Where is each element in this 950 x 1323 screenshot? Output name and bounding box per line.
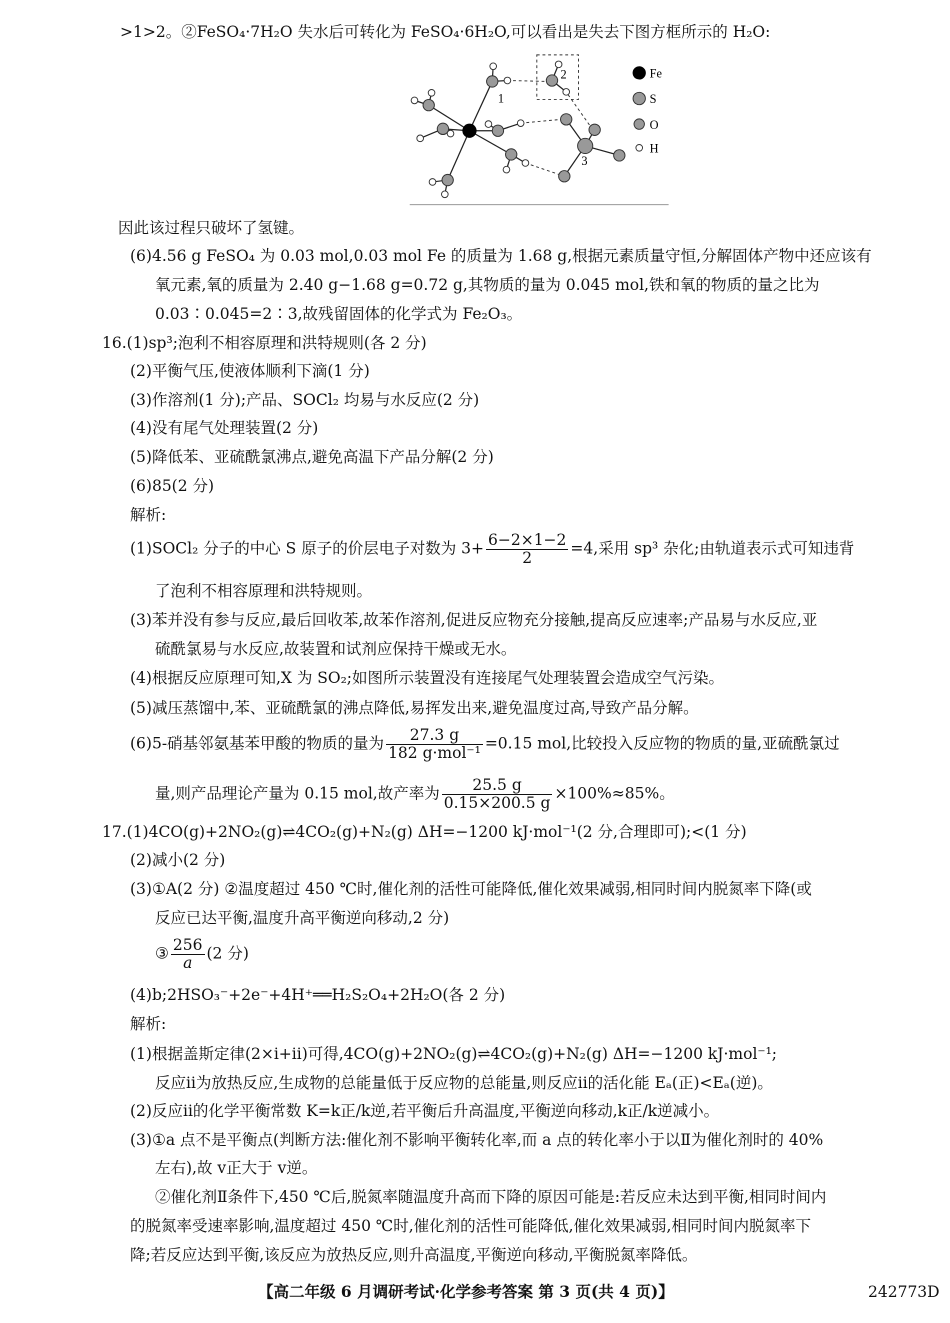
numerator: 25.5 g — [442, 777, 553, 795]
text: ③ — [155, 944, 169, 963]
text: =4,采用 sp³ 杂化;由轨道表示式可知违背 — [570, 539, 855, 558]
text-line: (2)反应ⅱ的化学平衡常数 K=k正/k逆,若平衡后升高温度,平衡逆向移动,k正/k逆减小。 — [130, 1102, 720, 1120]
text-line: 反应已达平衡,温度升高平衡逆向移动,2 分) — [155, 909, 450, 927]
text-line: (1)根据盖斯定律(2×ⅰ+ⅱ)可得,4CO(g)+2NO₂(g)⇌4CO₂(g)+N₂(g) ΔH=−1200 kJ·mol⁻¹; — [130, 1045, 778, 1063]
fraction — [442, 777, 553, 812]
text-line-fraction — [130, 532, 854, 567]
denominator: a — [183, 954, 193, 972]
text-line: (3)作溶剂(1 分);产品、SOCl₂ 均易与水反应(2 分) — [130, 391, 480, 409]
legend-s: S — [649, 92, 657, 107]
legend-h: H — [649, 141, 659, 156]
legend-o: O — [649, 117, 659, 132]
angle-label-1: 1 — [497, 91, 505, 106]
footer-code: 242773D — [868, 1283, 940, 1301]
text-line: (3)①a 点不是平衡点(判断方法:催化剂不影响平衡转化率,而 a 点的转化率小于以Ⅱ为催化剂时的 40% — [130, 1131, 824, 1149]
numerator: 27.3 g — [386, 727, 483, 745]
text: =0.15 mol,比较投入反应物的物质的量,亚硫酰氯过 — [484, 734, 840, 753]
text: (2 分) — [206, 944, 249, 963]
footer-title: 【高二年级 6 月调研考试·化学参考答案 第 3 页(共 4 页)】 — [258, 1282, 674, 1301]
text-line: (3)苯并没有参与反应,最后回收苯,故苯作溶剂,促进反应物充分接触,提高反应速率;产品易与水反应,亚 — [130, 611, 818, 629]
text-line: 因此该过程只破坏了氢键。 — [118, 219, 305, 237]
question-17-heading: 17.(1)4CO(g)+2NO₂(g)⇌4CO₂(g)+N₂(g) ΔH=−1200 kJ·mol⁻¹(2 分,合理即可);<(1 分) — [102, 823, 747, 841]
angle-label-2: 2 — [560, 67, 567, 82]
text-line: (4)没有尾气处理装置(2 分) — [130, 419, 319, 437]
text-line: 硫酰氯易与水反应,故装置和试剂应保持干燥或无水。 — [155, 640, 517, 658]
text-line: 的脱氮率受速率影响,温度超过 450 ℃时,催化剂的活性可能降低,催化效果减弱,相同时间内脱氮率下 — [130, 1217, 811, 1235]
legend-fe: Fe — [649, 66, 662, 81]
fe-complex-structure-figure — [405, 45, 680, 207]
text-line: (2)减小(2 分) — [130, 851, 226, 869]
text: ×100%≈85%。 — [554, 784, 675, 803]
text-line: (5)降低苯、亚硫酰氯沸点,避免高温下产品分解(2 分) — [130, 448, 494, 466]
text-line: 降;若反应达到平衡,该反应为放热反应,则升高温度,平衡逆向移动,平衡脱氮率降低。 — [130, 1246, 698, 1264]
numerator: 256 — [172, 936, 203, 954]
text-line: 氧元素,氧的质量为 2.40 g−1.68 g=0.72 g,其物质的量为 0.045 mol,铁和氧的物质的量之比为 — [155, 276, 820, 294]
text-line-fraction — [155, 777, 675, 812]
text-line: 0.03∶0.045=2∶3,故残留固体的化学式为 Fe₂O₃。 — [155, 305, 523, 323]
text-line: (6)4.56 g FeSO₄ 为 0.03 mol,0.03 mol Fe 的质量为 1.68 g,根据元素质量守恒,分解固体产物中还应该有 — [130, 247, 872, 265]
text-line: 了泡利不相容原理和洪特规则。 — [155, 582, 373, 600]
angle-label-3: 3 — [581, 153, 588, 168]
question-16-heading: 16.(1)sp³;泡利不相容原理和洪特规则(各 2 分) — [102, 334, 427, 352]
text-line-fraction — [130, 727, 840, 762]
analysis-label: 解析: — [130, 506, 167, 524]
text: (1)SOCl₂ 分子的中心 S 原子的价层电子对数为 3+ — [130, 539, 484, 558]
text-line: (4)根据反应原理可知,X 为 SO₂;如图所示装置没有连接尾气处理装置会造成空气污染。 — [130, 669, 725, 687]
denominator: 182 g·mol⁻¹ — [388, 744, 481, 762]
numerator: 6−2×1−2 — [488, 531, 567, 549]
text-line: ②催化剂Ⅱ条件下,450 ℃后,脱氮率随温度升高而下降的原因可能是:若反应未达到平衡,相同时间内 — [155, 1188, 827, 1206]
fraction — [171, 937, 205, 972]
analysis-label: 解析: — [130, 1015, 167, 1033]
text-line: >1>2。②FeSO₄·7H₂O 失水后可转化为 FeSO₄·6H₂O,可以看出是失去下图方框所示的 H₂O: — [120, 23, 771, 41]
text-line: (4)b;2HSO₃⁻+2e⁻+4H⁺══H₂S₂O₄+2H₂O(各 2 分) — [130, 986, 506, 1004]
text-line: (6)85(2 分) — [130, 477, 215, 495]
fraction — [386, 727, 483, 762]
fraction — [486, 532, 568, 567]
text: (6)5-硝基邻氨基苯甲酸的物质的量为 — [130, 734, 385, 753]
text-line: 反应ⅱ为放热反应,生成物的总能量低于反应物的总能量,则反应ⅱ的活化能 Eₐ(正)<Eₐ(逆)。 — [155, 1074, 773, 1092]
text-line: 左右),故 v正大于 v逆。 — [155, 1159, 318, 1177]
text-line: (2)平衡气压,使液体顺利下滴(1 分) — [130, 362, 370, 380]
text-line-fraction — [155, 937, 249, 972]
text-line: (5)减压蒸馏中,苯、亚硫酰氯的沸点降低,易挥发出来,避免温度过高,导致产品分解。 — [130, 699, 699, 717]
text: 量,则产品理论产量为 0.15 mol,故产率为 — [155, 784, 440, 803]
denominator: 0.15×200.5 g — [443, 794, 551, 812]
text-line: (3)①A(2 分) ②温度超过 450 ℃时,催化剂的活性可能降低,催化效果减弱,相同时间内脱氮率下降(或 — [130, 880, 812, 898]
denominator: 2 — [522, 549, 533, 567]
